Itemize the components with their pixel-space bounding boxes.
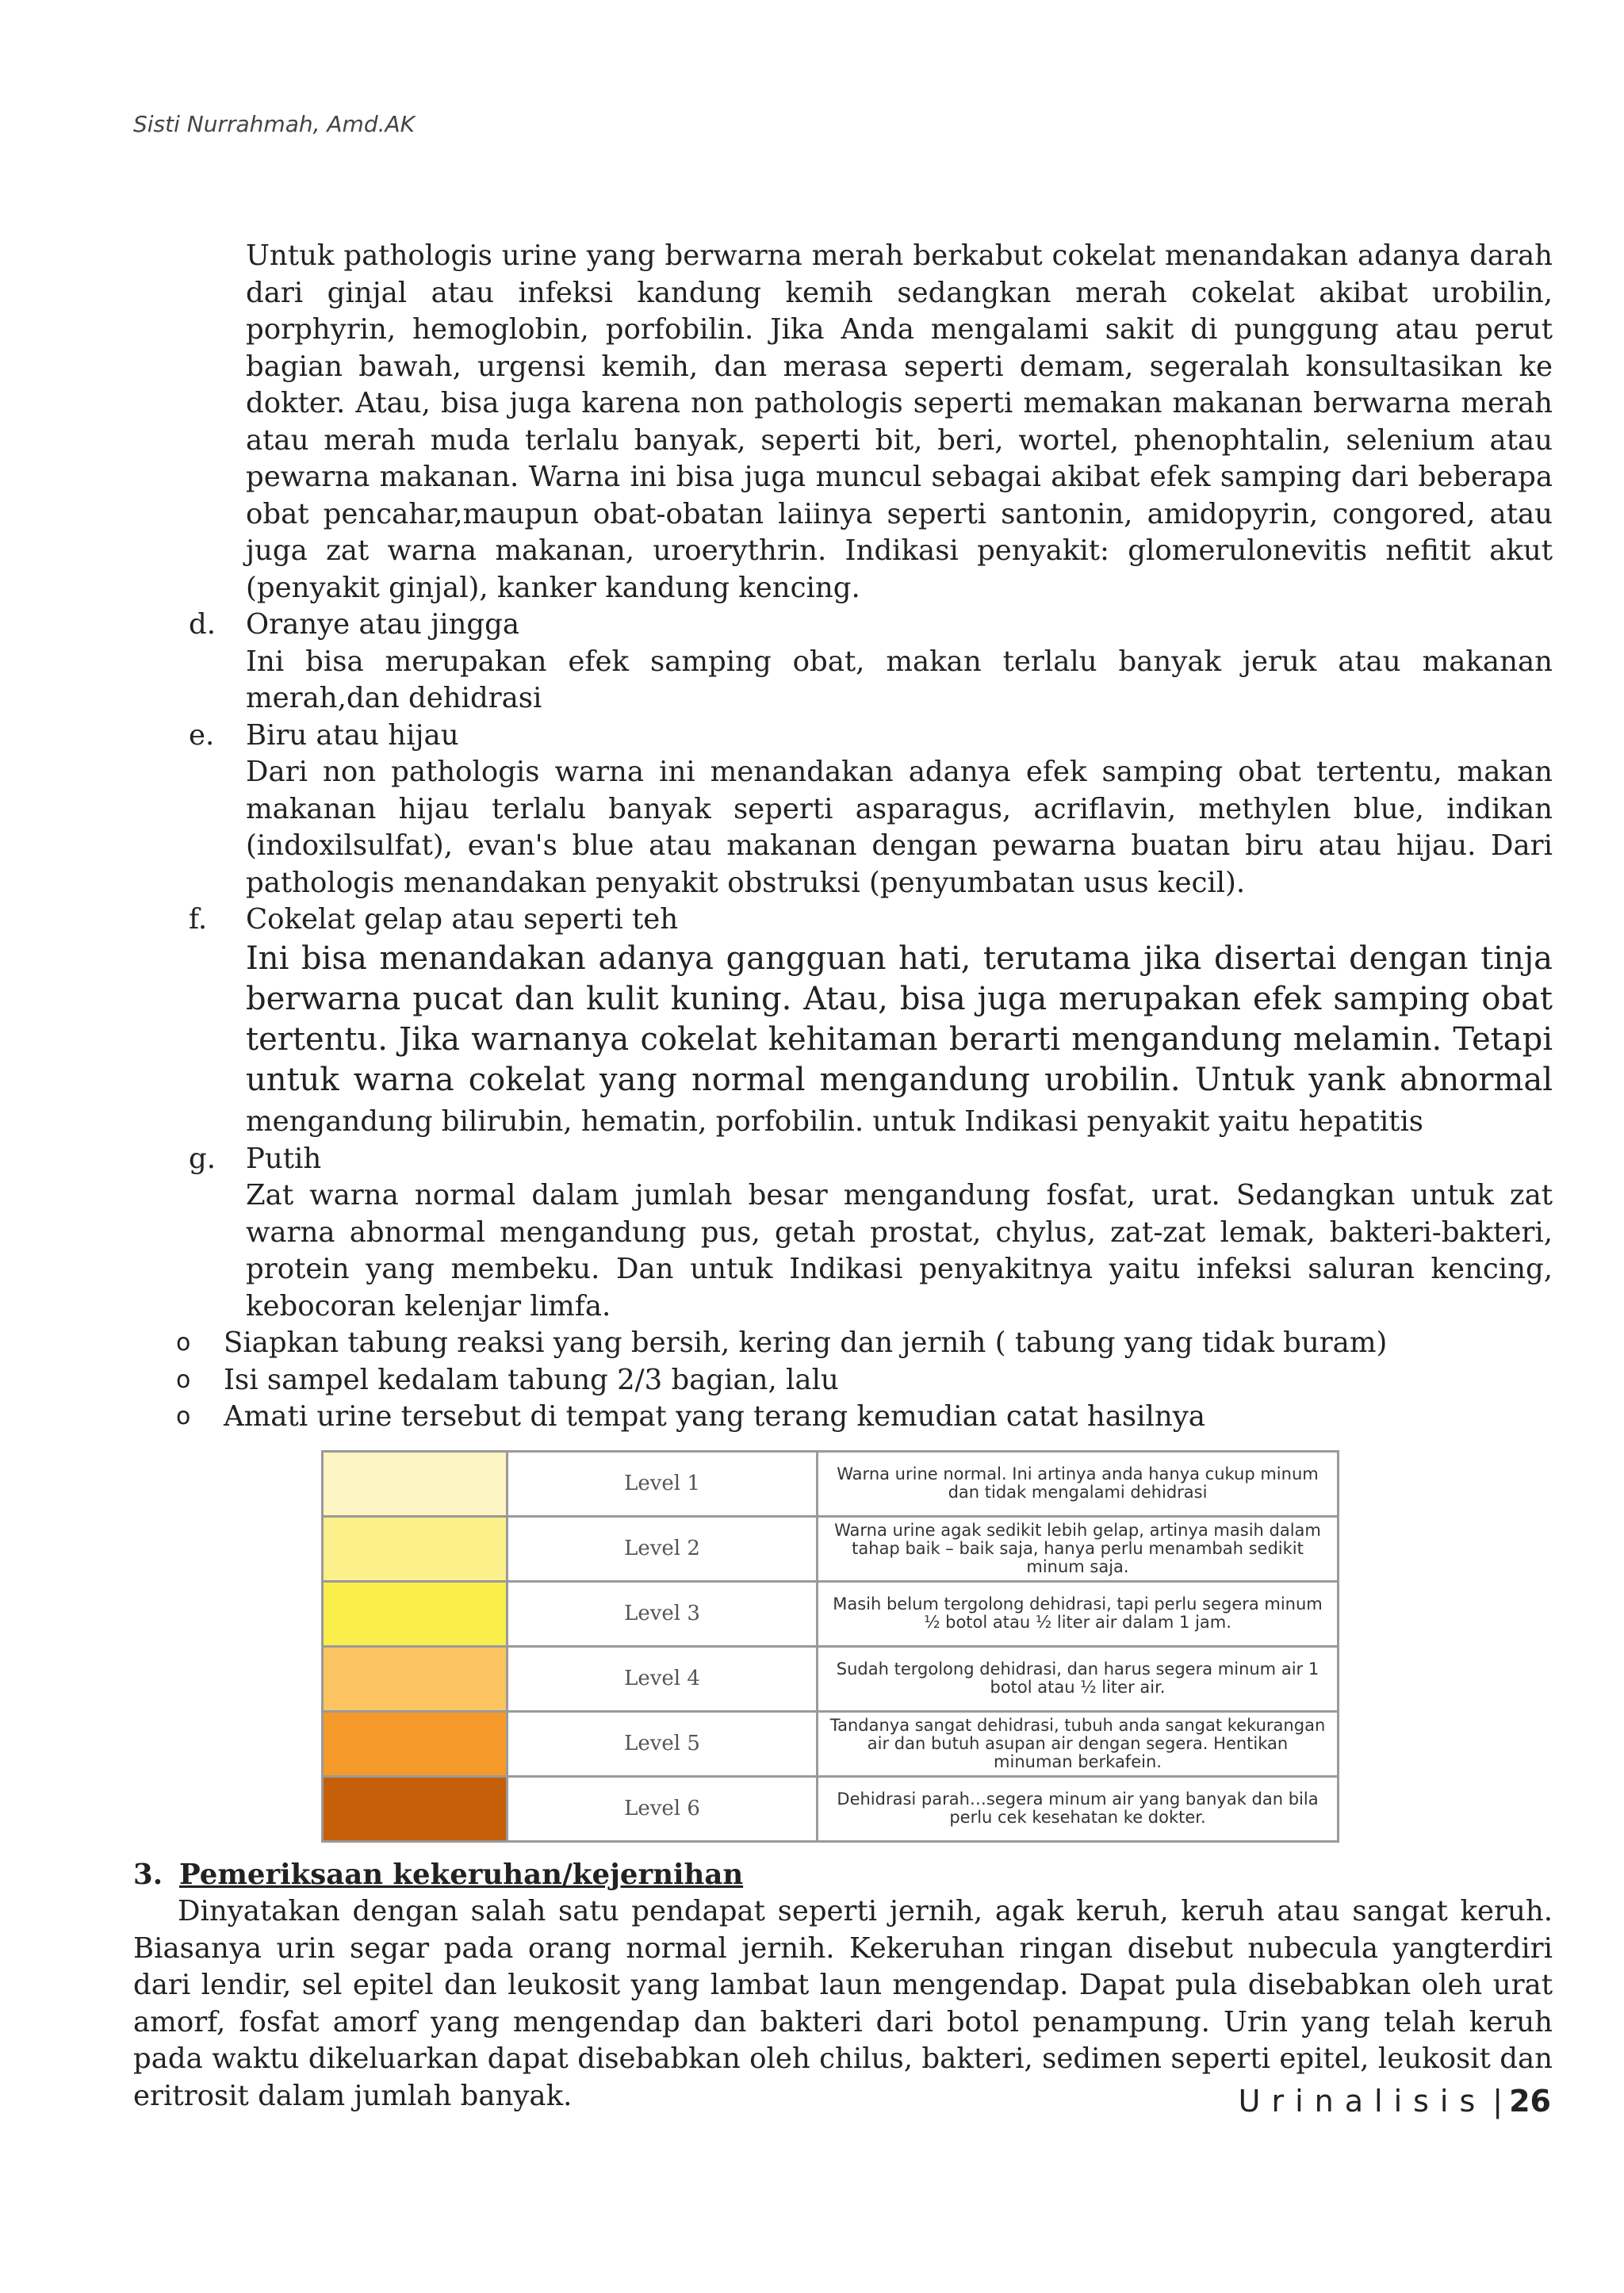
intro-paragraph: Untuk pathologis urine yang berwarna merah berkabut cokelat menandakan adanya darah dari ginjal atau infeksi kandung kemih sedangkan merah cokelat akibat urobilin, porphyrin, hemoglobin, porfobilin. Jika Anda mengalami sakit di punggung atau perut bagian bawah, urgensi kemih, dan merasa seperti demam, segeralah konsultasikan ke dokter. Atau, bisa juga karena non pathologis seperti memakan makanan berwarna merah atau merah muda terlalu banyak, seperti bit, beri, wortel, phenophtalin, selenium atau pewarna makanan. Warna ini bisa juga muncul sebagai akibat efek samping dari beberapa obat pencahar,maupun obat-obatan laiinya seperti santonin, amidopyrin, congored, atau juga zat warna makanan, uroerythrin. Indikasi penyakit: glomerulonevitis nefitit akut (penyakit ginjal), kanker kandung kencing.	[246, 239, 1553, 604]
page-number: 26	[1509, 2084, 1551, 2119]
bullet-text: Amati urine tersebut di tempat yang terang kemudian catat hasilnya	[224, 1400, 1205, 1433]
bullet-item	[157, 1362, 1553, 1399]
procedure-bullet-list	[133, 1325, 1553, 1436]
list-item-f	[189, 902, 1553, 1141]
color-swatch	[323, 1711, 508, 1776]
section-body: Dinyatakan dengan salah satu pendapat seperti jernih, agak keruh, keruh atau sangat keruh. Biasanya urin segar pada orang normal jernih. Kekeruhan ringan disebut nubecula yangterdiri dari lendir, sel epitel dan leukosit yang lambat laun mengendap. Dapat pula disebabkan oleh urat amorf, fosfat amorf yang mengendap dan bakteri dari botol penampung. Urin yang telah keruh pada waktu dikeluarkan dapat disebabkan oleh chilus, bakteri, sedimen seperti epitel, leukosit dan eritrosit dalam jumlah banyak.	[133, 1895, 1553, 2112]
page-header-author: Sisti Nurrahmah, Amd.AK	[133, 111, 416, 137]
section-number: 3.	[133, 1858, 163, 1891]
level-description: Warna urine normal. Ini artinya anda hanya cukup minum dan tidak mengalami dehidrasi	[818, 1451, 1339, 1516]
color-swatch	[323, 1646, 508, 1711]
list-item-body: Zat warna normal dalam jumlah besar mengandung fosfat, urat. Sedangkan untuk zat warna abnormal mengandung pus, getah prostat, chylus, zat-zat lemak, bakteri-bakteri, protein yang membeku. Dan untuk Indikasi penyakitnya yaitu infeksi saluran kencing, kebocoran kelenjar limfa.	[246, 1179, 1553, 1323]
level-label: Level 2	[508, 1516, 818, 1581]
level-description: Masih belum tergolong dehidrasi, tapi perlu segera minum ½ botol atau ½ liter air dalam 1 jam.	[818, 1581, 1339, 1646]
list-item-title: Putih	[246, 1142, 322, 1175]
footer-separator: |	[1492, 2084, 1503, 2119]
list-item-body: Dari non pathologis warna ini menandakan adanya efek samping obat tertentu, makan makanan hijau terlalu banyak seperti asparagus, acriflavin, methylen blue, indikan (indoxilsulfat), evan's blue atau makanan dengan pewarna buatan biru atau hijau. Dari pathologis menandakan penyakit obstruksi (penyumbatan usus kecil).	[246, 756, 1553, 899]
list-item-body: Ini bisa merupakan efek samping obat, makan terlalu banyak jeruk atau makanan merah,dan dehidrasi	[246, 645, 1553, 714]
table-row	[323, 1711, 1339, 1776]
list-item-title: Cokelat gelap atau seperti teh	[246, 903, 679, 936]
color-swatch	[323, 1776, 508, 1841]
list-item-title: Biru atau hijau	[246, 718, 459, 752]
urine-color-chart	[321, 1450, 1339, 1843]
section-title: Pemeriksaan kekeruhan/kejernihan	[179, 1858, 744, 1891]
level-label: Level 3	[508, 1581, 818, 1646]
level-label: Level 1	[508, 1451, 818, 1516]
urine-level-table	[321, 1450, 1339, 1843]
list-item-e	[189, 718, 1553, 902]
bullet-circle-icon: o	[176, 1365, 191, 1394]
bullet-circle-icon: o	[176, 1403, 191, 1430]
list-item-letter: g.	[189, 1142, 216, 1175]
bullet-item	[157, 1325, 1553, 1362]
table-row	[323, 1776, 1339, 1841]
bullet-circle-icon: o	[176, 1329, 191, 1357]
list-item-title: Oranye atau jingga	[246, 608, 520, 641]
list-item-letter: e.	[189, 718, 215, 752]
bullet-text: Siapkan tabung reaksi yang bersih, kering dan jernih ( tabung yang tidak buram)	[224, 1326, 1388, 1359]
level-description: Tandanya sangat dehidrasi, tubuh anda sangat kekurangan air dan butuh asupan air dengan segera. Hentikan minuman berkafein.	[818, 1711, 1339, 1776]
level-label: Level 5	[508, 1711, 818, 1776]
bullet-item	[157, 1399, 1553, 1436]
table-row	[323, 1581, 1339, 1646]
section-heading	[133, 1857, 1553, 1894]
bullet-text: Isi sampel kedalam tabung 2/3 bagian, lalu	[224, 1363, 839, 1396]
list-item-d	[189, 607, 1553, 718]
page-footer	[1239, 2084, 1551, 2119]
list-item-body-small: mengandung bilirubin, hematin, porfobilin. untuk Indikasi penyakit yaitu hepatitis	[246, 1104, 1424, 1138]
list-item-body-large: Ini bisa menandakan adanya gangguan hati, terutama jika disertai dengan tinja berwarna pucat dan kulit kuning. Atau, bisa juga merupakan efek samping obat tertentu. Jika warnanya cokelat kehitaman berarti mengandung melamin. Tetapi untuk warna cokelat yang normal mengandung urobilin. Untuk yank abnormal	[246, 940, 1553, 1098]
table-row	[323, 1646, 1339, 1711]
list-item-body	[246, 939, 1553, 1141]
color-swatch	[323, 1581, 508, 1646]
footer-label: Urinalisis	[1238, 2084, 1487, 2119]
color-swatch	[323, 1451, 508, 1516]
table-row	[323, 1451, 1339, 1516]
color-swatch	[323, 1516, 508, 1581]
list-item-g	[189, 1141, 1553, 1326]
page-content	[133, 238, 1553, 2115]
level-label: Level 4	[508, 1646, 818, 1711]
table-row	[323, 1516, 1339, 1581]
level-description: Dehidrasi parah…segera minum air yang banyak dan bila perlu cek kesehatan ke dokter.	[818, 1776, 1339, 1841]
level-description: Sudah tergolong dehidrasi, dan harus segera minum air 1 botol atau ½ liter air.	[818, 1646, 1339, 1711]
list-item-letter: f.	[189, 903, 208, 936]
list-item-letter: d.	[189, 608, 216, 641]
level-label: Level 6	[508, 1776, 818, 1841]
level-description: Warna urine agak sedikit lebih gelap, artinya masih dalam tahap baik – baik saja, hanya perlu menambah sedikit minum saja.	[818, 1516, 1339, 1581]
